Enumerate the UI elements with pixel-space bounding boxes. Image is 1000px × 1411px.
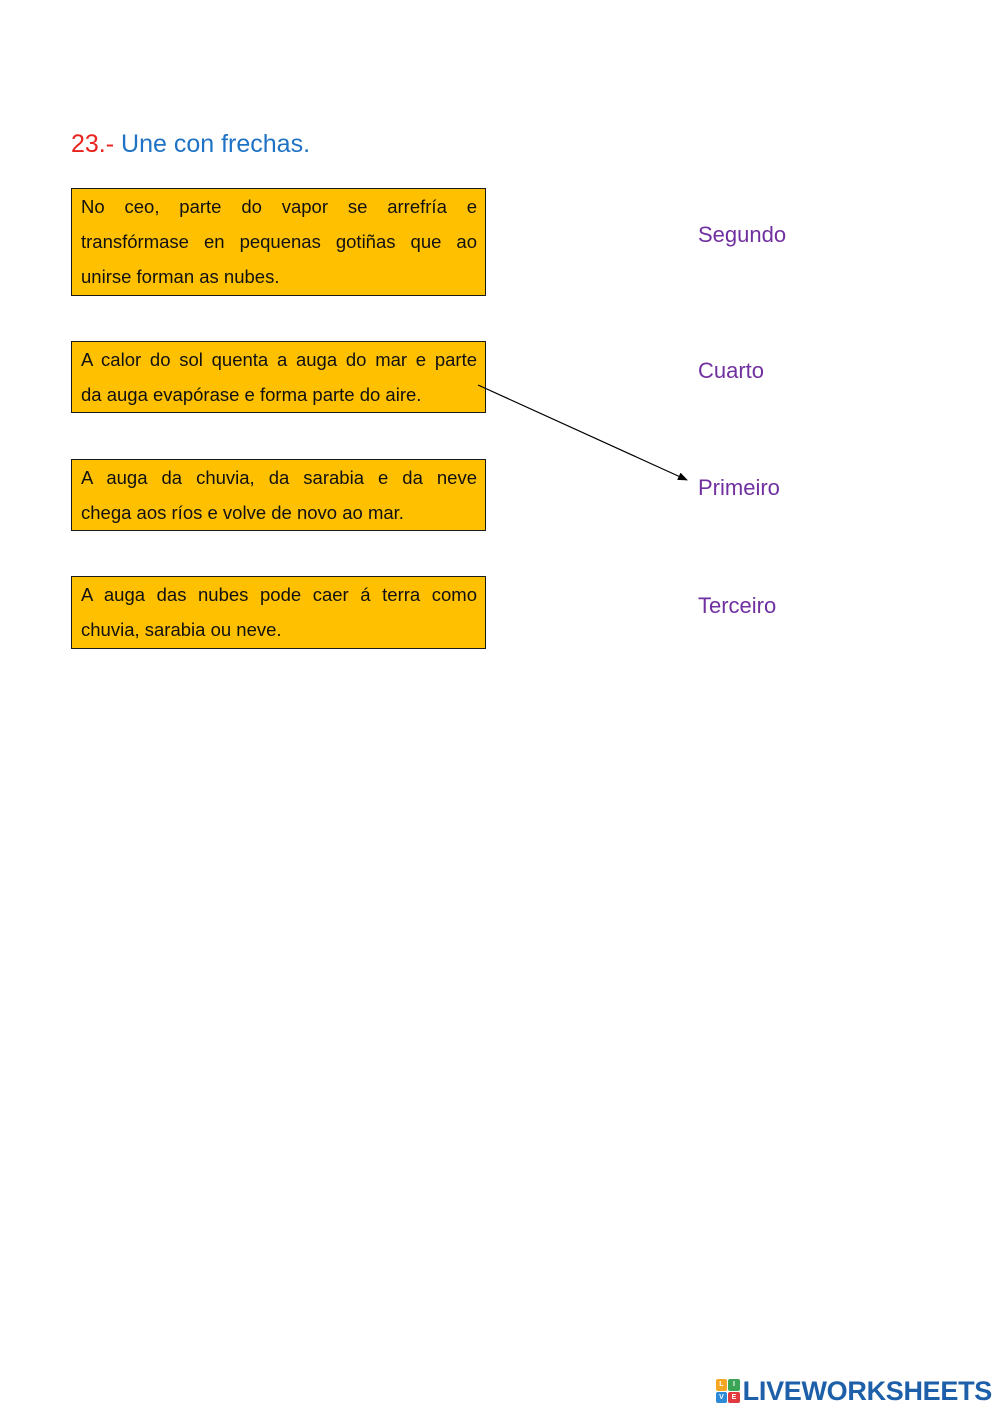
- order-option-cuarto[interactable]: Cuarto: [698, 358, 765, 383]
- statement-line: da auga evapórase e forma parte do aire.: [81, 384, 422, 405]
- statement-line: No ceo, parte do vapor se arrefría e: [81, 196, 477, 217]
- logo-text: LIVEWORKSHEETS: [742, 1375, 992, 1406]
- logo-letter: E: [728, 1392, 740, 1404]
- exercise-number: 23.-: [71, 130, 115, 158]
- logo-letter: L: [716, 1379, 728, 1391]
- statement-card-2[interactable]: [71, 341, 486, 413]
- statement-line: chega aos ríos e volve de novo ao mar.: [81, 502, 404, 523]
- logo-letter: I: [728, 1379, 740, 1391]
- statement-line: chuvia, sarabia ou neve.: [81, 619, 282, 640]
- statement-line: A calor do sol quenta a auga do mar e parte: [81, 349, 477, 370]
- statement-line: A auga da chuvia, da sarabia e da neve: [81, 467, 477, 488]
- liveworksheets-logo: [716, 1374, 992, 1408]
- order-option-segundo[interactable]: Segundo: [698, 222, 787, 247]
- exercise-instruction: Une con frechas.: [121, 130, 311, 158]
- statement-card-3[interactable]: [71, 459, 486, 531]
- statement-card-1[interactable]: [71, 188, 486, 296]
- statement-line: A auga das nubes pode caer á terra como: [81, 584, 477, 605]
- exercise-heading: [71, 128, 310, 160]
- liveworksheets-logo-icon: [716, 1379, 740, 1403]
- order-option-terceiro[interactable]: Terceiro: [698, 593, 777, 618]
- statement-card-4[interactable]: [71, 576, 486, 649]
- logo-letter: V: [716, 1392, 728, 1404]
- statement-line: unirse forman as nubes.: [81, 266, 280, 287]
- connection-arrow[interactable]: [478, 385, 687, 480]
- order-option-primeiro[interactable]: Primeiro: [698, 475, 780, 500]
- statement-line: transfórmase en pequenas gotiñas que ao: [81, 231, 477, 252]
